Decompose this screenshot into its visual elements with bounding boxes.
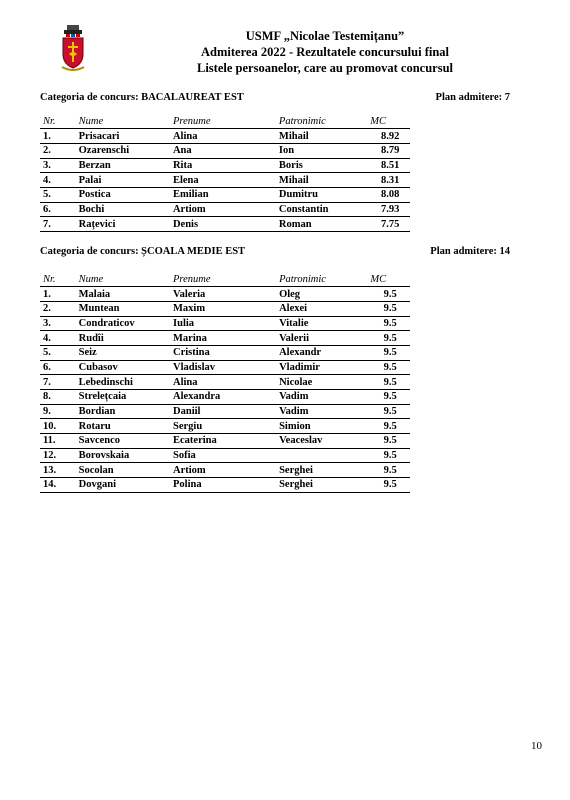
cell-patronimic: Serghei	[279, 463, 370, 478]
cell-prenume: Maxim	[173, 301, 279, 316]
section2-plan: Plan admitere: 14	[430, 246, 510, 257]
col-nr: Nr.	[40, 272, 79, 287]
table-row	[40, 187, 410, 202]
cell-mc: 9.5	[370, 478, 410, 493]
cell-prenume: Rita	[173, 158, 279, 173]
section1-category: Categoria de concurs: BACALAUREAT EST	[40, 92, 244, 103]
cell-prenume: Alexandra	[173, 390, 279, 405]
table-row	[40, 301, 410, 316]
cell-nr: 5.	[40, 187, 79, 202]
document-header	[100, 28, 550, 76]
table-row	[40, 345, 410, 360]
cell-nume: Rotaru	[79, 419, 173, 434]
cell-mc: 9.5	[370, 448, 410, 463]
cell-patronimic: Serghei	[279, 478, 370, 493]
section1-heading	[40, 92, 508, 103]
cell-nume: Rațevici	[79, 217, 173, 232]
table-row	[40, 390, 410, 405]
page-number: 10	[531, 740, 542, 752]
cell-mc: 9.5	[370, 463, 410, 478]
cell-nr: 4.	[40, 331, 79, 346]
cell-prenume: Denis	[173, 217, 279, 232]
cell-nume: Cubasov	[79, 360, 173, 375]
cell-nume: Socolan	[79, 463, 173, 478]
cell-nr: 2.	[40, 301, 79, 316]
cell-prenume: Sofia	[173, 448, 279, 463]
col-mc: MC	[370, 272, 410, 287]
table-row	[40, 434, 410, 449]
cell-nume: Ozarenschi	[79, 143, 173, 158]
cell-prenume: Ana	[173, 143, 279, 158]
cell-mc: 9.5	[370, 434, 410, 449]
cell-nr: 9.	[40, 404, 79, 419]
cell-nume: Rudîi	[79, 331, 173, 346]
cell-nume: Postica	[79, 187, 173, 202]
header-admission-title: Admiterea 2022 - Rezultatele concursului final	[201, 45, 449, 59]
cell-mc: 8.08	[370, 187, 410, 202]
cell-nume: Prisacari	[79, 129, 173, 144]
cell-nr: 10.	[40, 419, 79, 434]
col-prenume: Prenume	[173, 272, 279, 287]
table-row	[40, 478, 410, 493]
cell-patronimic: Vitalie	[279, 316, 370, 331]
cell-nume: Lebedinschi	[79, 375, 173, 390]
cell-patronimic: Valerii	[279, 331, 370, 346]
cell-mc: 7.75	[370, 217, 410, 232]
cell-patronimic	[279, 448, 370, 463]
university-crest-logo	[60, 24, 86, 72]
cell-nume: Berzan	[79, 158, 173, 173]
cell-patronimic: Boris	[279, 158, 370, 173]
cell-nr: 6.	[40, 202, 79, 217]
section1-plan: Plan admitere: 7	[435, 92, 510, 103]
table-header-row	[40, 272, 410, 287]
table-row	[40, 158, 410, 173]
cell-patronimic: Constantin	[279, 202, 370, 217]
cell-nume: Bochi	[79, 202, 173, 217]
cell-prenume: Cristina	[173, 345, 279, 360]
table-row	[40, 173, 410, 188]
col-mc: MC	[370, 114, 410, 129]
table-row	[40, 217, 410, 232]
cell-nr: 11.	[40, 434, 79, 449]
cell-nr: 7.	[40, 217, 79, 232]
cell-mc: 7.93	[370, 202, 410, 217]
cell-nr: 3.	[40, 316, 79, 331]
cell-prenume: Polina	[173, 478, 279, 493]
cell-prenume: Ecaterina	[173, 434, 279, 449]
cell-nr: 1.	[40, 129, 79, 144]
header-list-subtitle: Listele persoanelor, care au promovat concursul	[197, 61, 453, 75]
cell-mc: 9.5	[370, 287, 410, 302]
cell-nr: 6.	[40, 360, 79, 375]
cell-nume: Bordian	[79, 404, 173, 419]
cell-patronimic: Dumitru	[279, 187, 370, 202]
cell-nr: 12.	[40, 448, 79, 463]
table-row	[40, 360, 410, 375]
section2-heading	[40, 246, 508, 257]
section2-table	[40, 272, 410, 493]
table-row	[40, 404, 410, 419]
cell-prenume: Daniil	[173, 404, 279, 419]
cell-nr: 2.	[40, 143, 79, 158]
cell-patronimic: Veaceslav	[279, 434, 370, 449]
cell-nume: Muntean	[79, 301, 173, 316]
cell-patronimic: Mihail	[279, 173, 370, 188]
cell-patronimic: Alexandr	[279, 345, 370, 360]
cell-nr: 3.	[40, 158, 79, 173]
cell-nume: Strelețcaia	[79, 390, 173, 405]
cell-nume: Malaia	[79, 287, 173, 302]
cell-nume: Condraticov	[79, 316, 173, 331]
col-patronimic: Patronimic	[279, 272, 370, 287]
cell-patronimic: Vadim	[279, 404, 370, 419]
table-row	[40, 129, 410, 144]
cell-prenume: Alina	[173, 375, 279, 390]
table-row	[40, 375, 410, 390]
cell-mc: 9.5	[370, 419, 410, 434]
cell-prenume: Emilian	[173, 187, 279, 202]
cell-nume: Seiz	[79, 345, 173, 360]
cell-mc: 9.5	[370, 301, 410, 316]
cell-mc: 9.5	[370, 316, 410, 331]
section2-category: Categoria de concurs: ȘCOALA MEDIE EST	[40, 246, 246, 257]
cell-mc: 9.5	[370, 331, 410, 346]
cell-mc: 8.31	[370, 173, 410, 188]
cell-patronimic: Ion	[279, 143, 370, 158]
cell-mc: 8.51	[370, 158, 410, 173]
table-row	[40, 202, 410, 217]
cell-nr: 1.	[40, 287, 79, 302]
cell-mc: 9.5	[370, 345, 410, 360]
cell-patronimic: Mihail	[279, 129, 370, 144]
col-prenume: Prenume	[173, 114, 279, 129]
cell-prenume: Valeria	[173, 287, 279, 302]
cell-nr: 4.	[40, 173, 79, 188]
cell-nume: Dovgani	[79, 478, 173, 493]
table-row	[40, 331, 410, 346]
table-row	[40, 143, 410, 158]
cell-patronimic: Nicolae	[279, 375, 370, 390]
cell-nr: 7.	[40, 375, 79, 390]
section1-table	[40, 114, 410, 232]
cell-nume: Savcenco	[79, 434, 173, 449]
cell-patronimic: Alexei	[279, 301, 370, 316]
cell-prenume: Iulia	[173, 316, 279, 331]
cell-nr: 5.	[40, 345, 79, 360]
cell-patronimic: Simion	[279, 419, 370, 434]
col-nume: Nume	[79, 114, 173, 129]
cell-patronimic: Roman	[279, 217, 370, 232]
cell-nr: 13.	[40, 463, 79, 478]
cell-prenume: Vladislav	[173, 360, 279, 375]
cell-prenume: Alina	[173, 129, 279, 144]
table-row	[40, 287, 410, 302]
cell-mc: 9.5	[370, 360, 410, 375]
cell-prenume: Elena	[173, 173, 279, 188]
col-patronimic: Patronimic	[279, 114, 370, 129]
table-row	[40, 419, 410, 434]
cell-prenume: Artiom	[173, 463, 279, 478]
table-row	[40, 448, 410, 463]
cell-prenume: Sergiu	[173, 419, 279, 434]
cell-mc: 8.92	[370, 129, 410, 144]
cell-patronimic: Oleg	[279, 287, 370, 302]
cell-prenume: Marina	[173, 331, 279, 346]
cell-mc: 9.5	[370, 375, 410, 390]
cell-mc: 9.5	[370, 390, 410, 405]
col-nume: Nume	[79, 272, 173, 287]
cell-nr: 14.	[40, 478, 79, 493]
table-row	[40, 463, 410, 478]
table-row	[40, 316, 410, 331]
cell-patronimic: Vladimir	[279, 360, 370, 375]
cell-mc: 8.79	[370, 143, 410, 158]
cell-nume: Borovskaia	[79, 448, 173, 463]
table-header-row	[40, 114, 410, 129]
cell-patronimic: Vadim	[279, 390, 370, 405]
header-institution: USMF „Nicolae Testemițanu”	[245, 29, 405, 43]
cell-nume: Palai	[79, 173, 173, 188]
cell-nr: 8.	[40, 390, 79, 405]
cell-mc: 9.5	[370, 404, 410, 419]
col-nr: Nr.	[40, 114, 79, 129]
cell-prenume: Artiom	[173, 202, 279, 217]
